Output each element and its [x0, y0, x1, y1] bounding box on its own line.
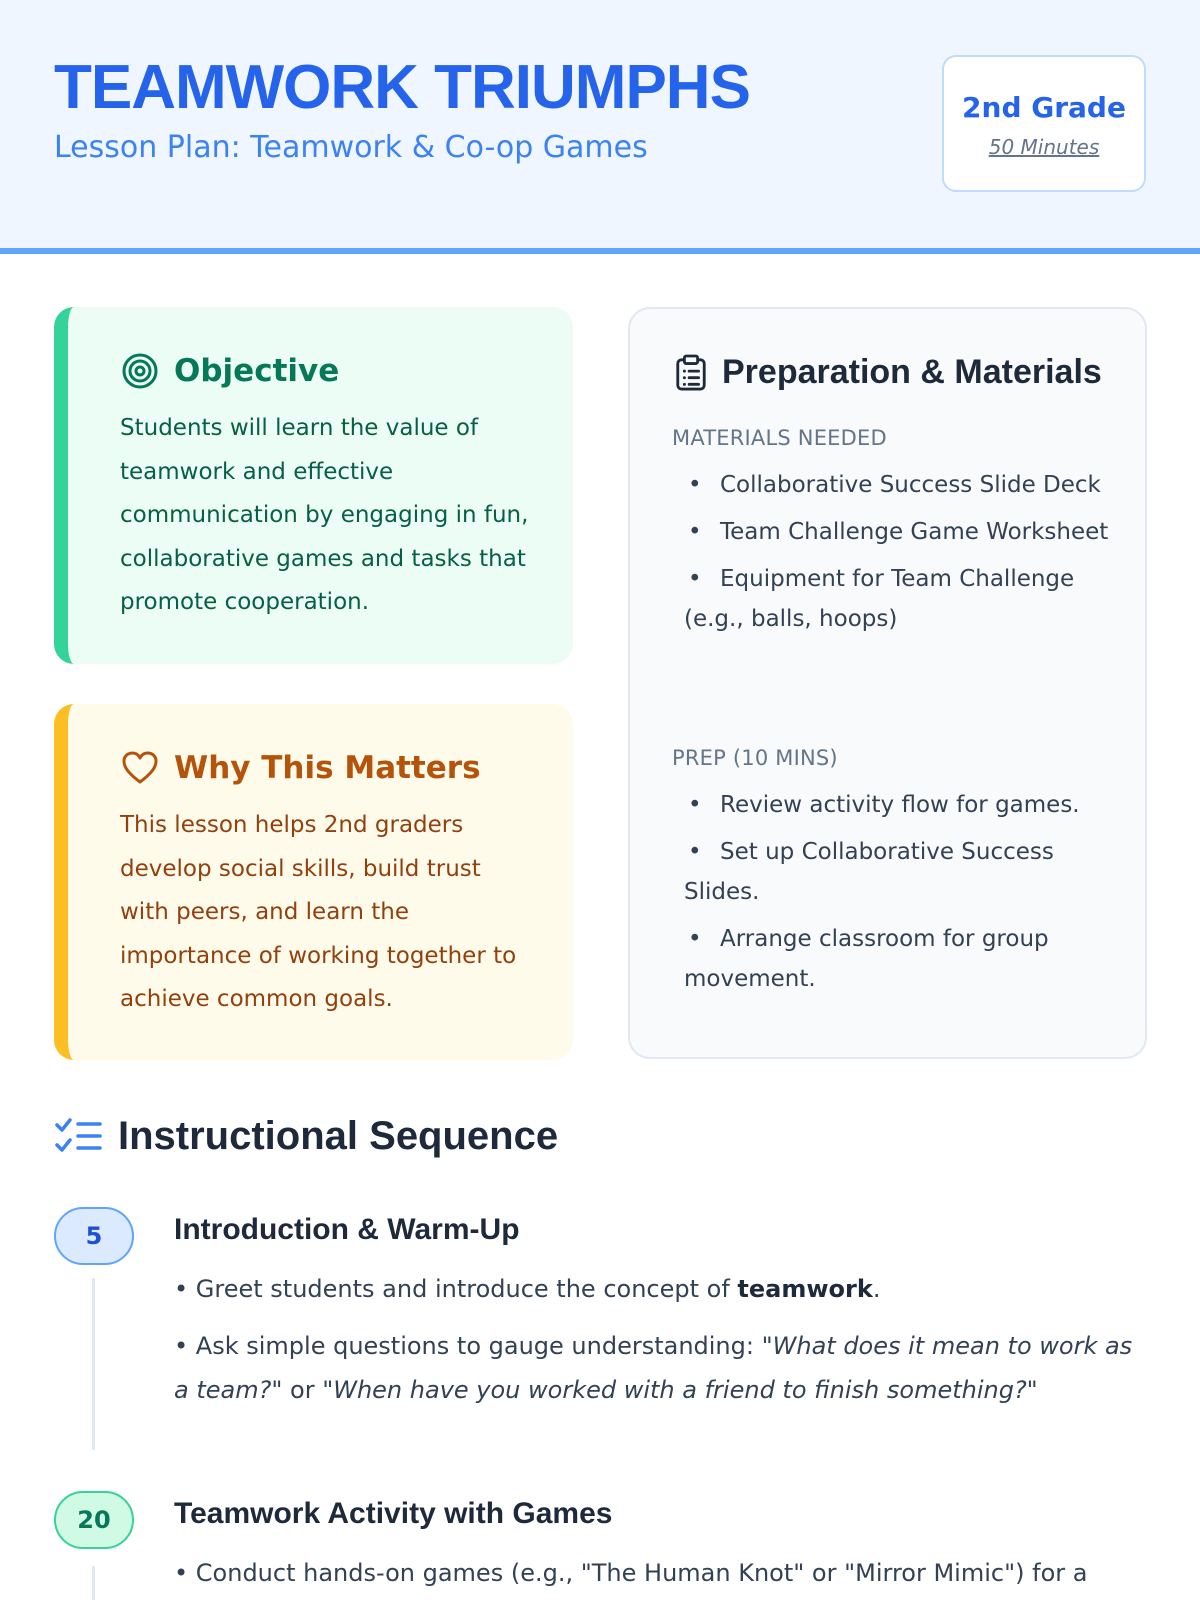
sequence-header [54, 1114, 558, 1159]
preparation-card [628, 307, 1147, 1059]
step-bullet: • Ask simple questions to gauge understanding: "What does it mean to work as a team?" or "When have you worked with a friend to finish something?" [174, 1332, 1133, 1404]
list-check-icon [54, 1117, 104, 1157]
clipboard-icon [674, 354, 708, 392]
list-item: • Equipment for Team Challenge (e.g., balls, hoops) [684, 566, 1075, 632]
materials-list [684, 465, 1115, 646]
list-item: • Set up Collaborative Success Slides. [684, 839, 1054, 905]
page-title: TEAMWORK TRIUMPHS [54, 53, 750, 122]
step-bullet: • Conduct hands-on games (e.g., "The Human Knot" or "Mirror Mimic") for a [174, 1559, 1088, 1587]
why-title: Why This Matters [174, 750, 481, 786]
list-item: • Review activity flow for games. [688, 792, 1080, 818]
objective-title: Objective [174, 353, 340, 389]
preparation-title: Preparation & Materials [722, 353, 1102, 391]
step-minutes-badge: 5 [54, 1207, 134, 1265]
materials-label: MATERIALS NEEDED [672, 426, 887, 450]
why-text: This lesson helps 2nd graders develop social skills, build trust with peers, and learn the importance of working together to achieve common goals. [120, 812, 517, 1012]
objective-card [54, 307, 573, 664]
prep-label: PREP (10 MINS) [672, 746, 838, 770]
target-icon [120, 351, 160, 391]
timeline-line [92, 1278, 95, 1450]
preparation-header [674, 353, 1102, 392]
prep-list [684, 785, 1115, 1006]
step-bullet: • Greet students and introduce the concept of teamwork. [174, 1275, 881, 1303]
why-card [54, 704, 573, 1060]
page-subtitle: Lesson Plan: Teamwork & Co-op Games [54, 130, 648, 165]
step-title: Teamwork Activity with Games [174, 1497, 613, 1530]
list-item: • Team Challenge Game Worksheet [688, 519, 1109, 545]
grade-label: 2nd Grade [962, 91, 1126, 124]
list-item: • Arrange classroom for group movement. [684, 926, 1049, 992]
grade-badge [942, 55, 1146, 192]
why-header [120, 748, 481, 788]
step-minutes-badge: 20 [54, 1491, 134, 1549]
objective-header [120, 351, 339, 391]
sequence-title: Instructional Sequence [118, 1114, 559, 1158]
objective-text: Students will learn the value of teamwork and effective communication by engaging in fun, collaborative games and tasks that promote cooperation. [120, 415, 529, 615]
header-banner [0, 0, 1200, 254]
step-title: Introduction & Warm-Up [174, 1213, 520, 1246]
heart-icon [120, 748, 160, 788]
duration-label: 50 Minutes [988, 135, 1100, 159]
timeline-line [92, 1566, 95, 1600]
list-item: • Collaborative Success Slide Deck [688, 472, 1101, 498]
